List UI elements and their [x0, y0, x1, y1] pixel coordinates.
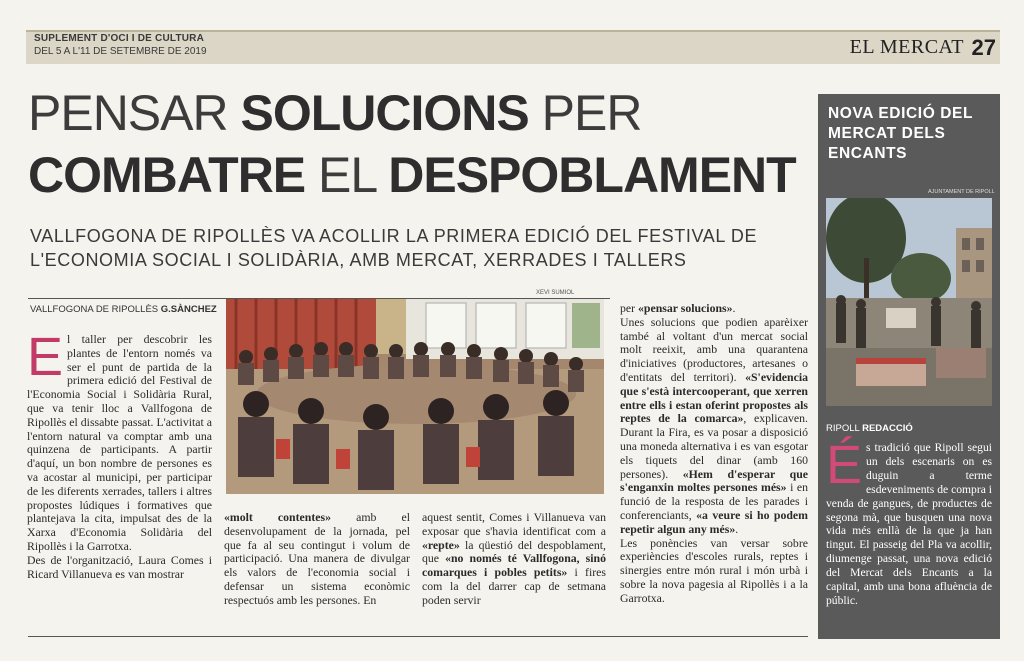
- quote-text: «a veure si ho podem repetir algun any més»: [620, 507, 808, 536]
- quote-text: «molt contentes»: [224, 510, 331, 524]
- workshop-photo: [226, 299, 604, 494]
- paragraph-text: l taller per descobrir les plantes de l'entorn només va ser el punt de partida de la primera edició del Festival de l'Economia Social i Solidària Rural, que va tenir lloc a Vallfogona de Ripollès el dissabte passat. L'activitat a l'entorn natural va comptar amb una quinzena de participants. A partir d'aquí, un bon nombre de persones es va acostar al municipi, per participar de les diferents xerrades, tallers i altres propostes lúdiques i formatives que plantejava la cita, impulsat des de la Xarxa d'Economia Solidària del Ripollès i la Garrotxa.: [27, 332, 212, 553]
- headline-word: SOLUCIONS: [240, 85, 529, 141]
- headline-line-2: [28, 147, 796, 203]
- paragraph-text: .: [732, 301, 736, 315]
- market-photo: [826, 198, 992, 406]
- paragraph-text: aquest sentit, Comes i Villanueva van exposar que s'havia identificat com a: [422, 510, 606, 538]
- headline-word: PER: [528, 85, 642, 141]
- quote-text: «Hem d'esperar que s'enganxin moltes persones més»: [620, 466, 808, 495]
- divider: [28, 636, 808, 637]
- paragraph-text: s tradició que Ripoll segui un dels escenaris on es duguin a terme esdeveniments de compra i venda de gangues, de productes de segona mà, que busquen una nova vida més enllà de la que ja han tingut. El passeig del Pla va acollir, diumenge passat, una nova edició del Mercat dels Encants a la capital, amb una bona afluència de públic.: [826, 441, 992, 607]
- quote-text: «S'evidencia que s'està intercooperant, que xerren entre ells i estan oferint propostes als reptes de la comarca»: [620, 369, 808, 426]
- byline: [30, 304, 217, 315]
- headline-word: COMBATRE: [28, 147, 306, 203]
- headline-word: EL: [305, 147, 389, 203]
- paragraph-text: amb el desenvolupament de la jornada, pel que fa al seu contingut i volum de participació. Una manera de divulgar els valors de l'economia social i defensar un sistema econòmic respectuós amb les persones. En: [224, 510, 410, 607]
- headline-word: PENSAR: [28, 85, 241, 141]
- quote-text: «repte»: [422, 537, 460, 552]
- photo-credit: XEVI SUMIOL: [536, 290, 575, 296]
- byline-author: G.SÀNCHEZ: [160, 304, 217, 315]
- paragraph-text: i en funció de la resposta de les parades i conferenciants,: [620, 480, 809, 522]
- article-column-3: [422, 511, 606, 608]
- paragraph-text: i fires com la del darrer cap de setmana poden servir: [422, 565, 606, 607]
- headline-line-1: [28, 85, 642, 141]
- byline-place: VALLFOGONA DE RIPOLLÈS: [30, 304, 159, 315]
- sidebar-byline-author: REDACCIÓ: [862, 423, 913, 434]
- paragraph-text: Unes solucions que podien aparèixer també al voltant d'un mercat social molt reeixit, amb una quarantena d'iniciatives (productores, artesanes o d'entitats del territori).: [620, 314, 808, 384]
- section-name: EL MERCAT: [849, 36, 964, 58]
- quote-text: «no només té Vallfogona, sinó comarques i pobles petits»: [422, 551, 606, 580]
- subtitle: VALLFOGONA DE RIPOLLÈS VA ACOLLIR LA PRIMERA EDICIÓ DEL FESTIVAL DE L'ECONOMIA SOCIAL I SOLIDÀRIA, AMB MERCAT, XERRADES I TALLERS: [30, 226, 758, 270]
- sidebar-photo: [826, 198, 992, 406]
- paragraph-text: per: [620, 301, 639, 315]
- paragraph-text: , explicaven. Durant la Fira, es va posar a disposició una moneda alternativa i es van esgotar els tiquets del dinar (amb 160 persones).: [620, 411, 808, 481]
- main-photo: [226, 299, 604, 494]
- drop-cap: E: [27, 327, 64, 387]
- article-column-4: [620, 302, 808, 606]
- article-column-2: [224, 511, 410, 608]
- sidebar-photo-credit: AJUNTAMENT DE RIPOLL: [928, 189, 995, 195]
- paragraph-text: Des de l'organització, Laura Comes i Ricard Villanueva es van mostrar: [27, 552, 212, 581]
- sidebar-text: [826, 435, 992, 608]
- sidebar-byline-place: RIPOLL: [826, 423, 860, 434]
- headline-word: DESPOBLAMENT: [388, 147, 796, 203]
- article-column-1: [27, 327, 212, 581]
- drop-cap: É: [826, 435, 863, 495]
- sidebar-byline: [826, 423, 913, 434]
- paragraph-text: la qüestió del despoblament, que: [422, 537, 606, 566]
- supplement-name: SUPLEMENT D'OCI I DE CULTURA: [34, 33, 205, 44]
- paragraph-text: Les ponències van versar sobre experiències d'escoles rurals, reptes i sinergies entre món rural i món urbà i sobre la nova pagesia al Ripollès i a la Garrotxa.: [620, 535, 808, 605]
- paragraph-text: .: [735, 521, 739, 536]
- quote-text: «pensar solucions»: [638, 301, 733, 315]
- sidebar-title: NOVA EDICIÓ DEL MERCAT DELS ENCANTS: [828, 105, 973, 162]
- page-number: 27: [971, 35, 996, 60]
- issue-dates: DEL 5 A L'11 DE SETEMBRE DE 2019: [34, 46, 207, 57]
